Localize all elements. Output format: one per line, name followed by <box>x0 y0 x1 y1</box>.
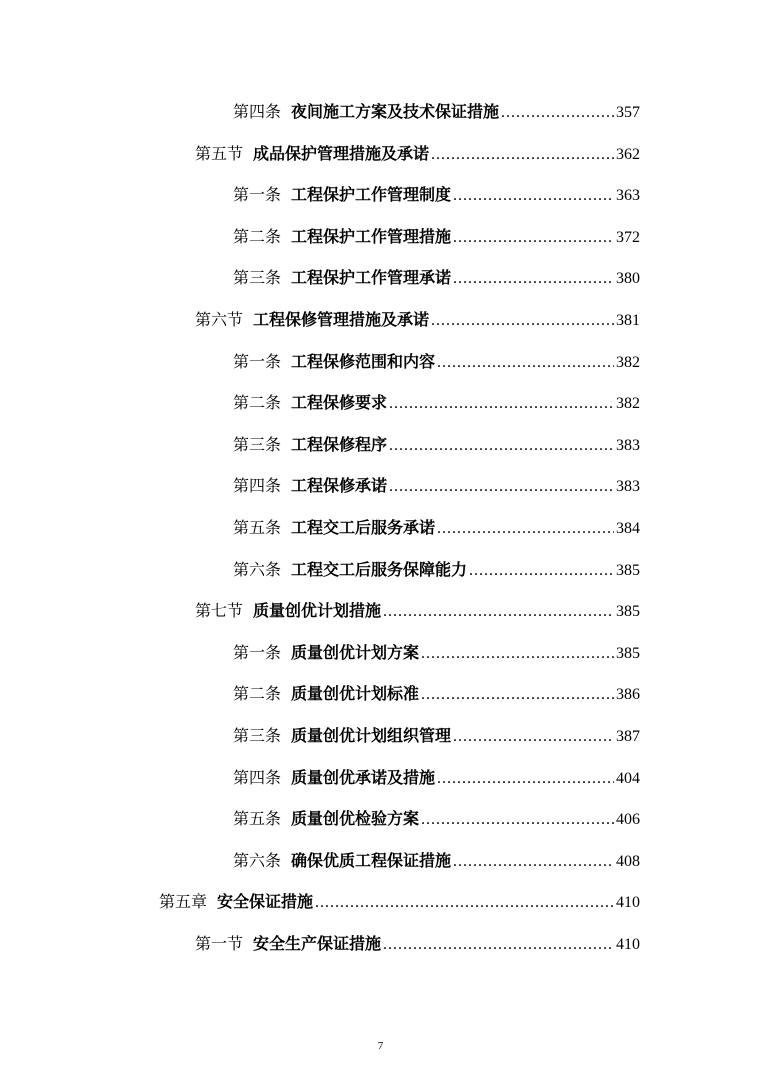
dot-leader <box>389 466 614 508</box>
toc-entry-page: 383 <box>616 478 640 496</box>
toc-entry-page: 362 <box>616 145 640 163</box>
toc-entry-number: 第二条 <box>233 686 282 704</box>
toc-entry-title: 工程交工后服务承诺 <box>291 517 436 537</box>
dot-leader <box>421 799 614 841</box>
toc-entry-number: 第三条 <box>233 727 282 745</box>
toc-entry-title: 工程交工后服务保障能力 <box>291 559 468 579</box>
toc-entry-page: 387 <box>616 727 640 745</box>
dot-leader <box>453 217 614 259</box>
toc-entry-page: 357 <box>616 104 640 121</box>
toc-entry-page: 410 <box>616 935 640 953</box>
toc-entry-title: 工程保护工作管理措施 <box>291 226 452 246</box>
dot-leader <box>421 674 614 716</box>
toc-entry[interactable] <box>0 133 761 175</box>
toc-entry-title: 工程保护工作管理承诺 <box>291 268 452 288</box>
dot-leader <box>453 841 614 883</box>
dot-leader <box>469 550 614 592</box>
dot-leader <box>453 175 614 217</box>
toc-entry-page: 372 <box>616 228 640 246</box>
dot-leader <box>421 633 614 675</box>
toc-entry-number: 第五条 <box>233 519 282 537</box>
toc-entry[interactable] <box>0 757 761 799</box>
toc-entry-page: 382 <box>616 353 640 371</box>
toc-entry-page: 383 <box>616 436 640 454</box>
toc-entry[interactable] <box>0 673 761 715</box>
page-number: 7 <box>377 1040 384 1052</box>
dot-leader <box>389 383 614 425</box>
toc-entry[interactable] <box>0 299 761 341</box>
toc-entry[interactable] <box>0 715 761 757</box>
toc-entry-number: 第四条 <box>233 104 282 121</box>
toc-entry-page: 363 <box>616 187 640 205</box>
dot-leader <box>383 591 614 633</box>
toc-entry-page: 385 <box>616 603 640 621</box>
toc-entry-title: 工程保修要求 <box>291 393 388 413</box>
toc-entry-title: 夜间施工方案及技术保证措施 <box>291 102 500 121</box>
toc-entry-title: 工程保护工作管理制度 <box>291 185 452 205</box>
dot-leader <box>315 882 614 924</box>
toc-entry-number: 第三条 <box>233 436 282 454</box>
toc-entry-number: 第一节 <box>195 935 244 953</box>
toc-entry[interactable] <box>0 257 761 299</box>
toc-entry-title: 工程保修管理措施及承诺 <box>253 309 430 329</box>
toc-entry-page: 408 <box>616 852 640 870</box>
toc-entry-page: 385 <box>616 561 640 579</box>
toc-entry-number: 第七节 <box>195 603 244 621</box>
dot-leader <box>437 508 614 550</box>
toc-entry-number: 第六条 <box>233 852 282 870</box>
toc-entry[interactable] <box>0 590 761 632</box>
toc-entry-page: 386 <box>616 686 640 704</box>
dot-leader <box>431 300 614 342</box>
toc-entry-title: 质量创优计划标准 <box>291 684 420 704</box>
toc-entry-number: 第一条 <box>233 187 282 205</box>
toc-entry-title: 工程保修承诺 <box>291 476 388 496</box>
toc-entry-number: 第一条 <box>233 353 282 371</box>
toc-entry-page: 381 <box>616 311 640 329</box>
toc-entry[interactable] <box>0 382 761 424</box>
toc-entry[interactable] <box>0 174 761 216</box>
toc-entry[interactable] <box>0 216 761 258</box>
dot-leader <box>501 92 614 134</box>
toc-entry[interactable] <box>0 923 761 965</box>
toc-entry-number: 第五条 <box>233 811 282 829</box>
toc-entry-title: 成品保护管理措施及承诺 <box>253 143 430 163</box>
toc-entry-number: 第六条 <box>233 561 282 579</box>
toc-entry-title: 质量创优承诺及措施 <box>291 767 436 787</box>
toc-entry-title: 安全保证措施 <box>217 892 314 912</box>
toc-entry-number: 第五章 <box>159 894 208 912</box>
toc-entry[interactable] <box>0 341 761 383</box>
toc-entry[interactable] <box>0 465 761 507</box>
toc-entry-page: 384 <box>616 519 640 537</box>
toc-entry[interactable] <box>0 798 761 840</box>
toc-entry-title: 质量创优计划组织管理 <box>291 725 452 745</box>
dot-leader <box>453 716 614 758</box>
toc-entry-title: 安全生产保证措施 <box>253 933 382 953</box>
toc-entry-title: 工程保修范围和内容 <box>291 351 436 371</box>
toc-entry[interactable] <box>0 507 761 549</box>
dot-leader <box>389 425 614 467</box>
toc-entry[interactable] <box>0 840 761 882</box>
toc-entry-title: 质量创优计划措施 <box>253 601 382 621</box>
toc-entry-page: 382 <box>616 395 640 413</box>
dot-leader <box>431 134 614 176</box>
toc-entry-title: 质量创优检验方案 <box>291 809 420 829</box>
toc-entry-number: 第四条 <box>233 769 282 787</box>
toc-entry[interactable] <box>0 549 761 591</box>
toc-entry-number: 第二条 <box>233 395 282 413</box>
toc-entry-number: 第五节 <box>195 145 244 163</box>
toc-entry-title: 确保优质工程保证措施 <box>291 850 452 870</box>
dot-leader <box>437 342 614 384</box>
dot-leader <box>383 924 614 966</box>
toc-entry-page: 404 <box>616 769 640 787</box>
toc-entry-page: 380 <box>616 270 640 288</box>
toc-entry-number: 第三条 <box>233 270 282 288</box>
toc-entry[interactable] <box>0 424 761 466</box>
toc-entry-page: 410 <box>616 894 640 912</box>
toc-entry-page: 406 <box>616 811 640 829</box>
toc-entry-number: 第四条 <box>233 478 282 496</box>
dot-leader <box>453 258 614 300</box>
toc-entry-number: 第二条 <box>233 228 282 246</box>
toc-entry-title: 工程保修程序 <box>291 434 388 454</box>
toc-entry-title: 质量创优计划方案 <box>291 642 420 662</box>
table-of-contents <box>0 91 761 964</box>
dot-leader <box>437 758 614 800</box>
toc-entry[interactable] <box>0 91 761 133</box>
toc-entry-page: 385 <box>616 644 640 662</box>
toc-entry-number: 第六节 <box>195 311 244 329</box>
toc-entry[interactable] <box>0 632 761 674</box>
toc-entry[interactable] <box>0 881 761 923</box>
toc-entry-number: 第一条 <box>233 644 282 662</box>
